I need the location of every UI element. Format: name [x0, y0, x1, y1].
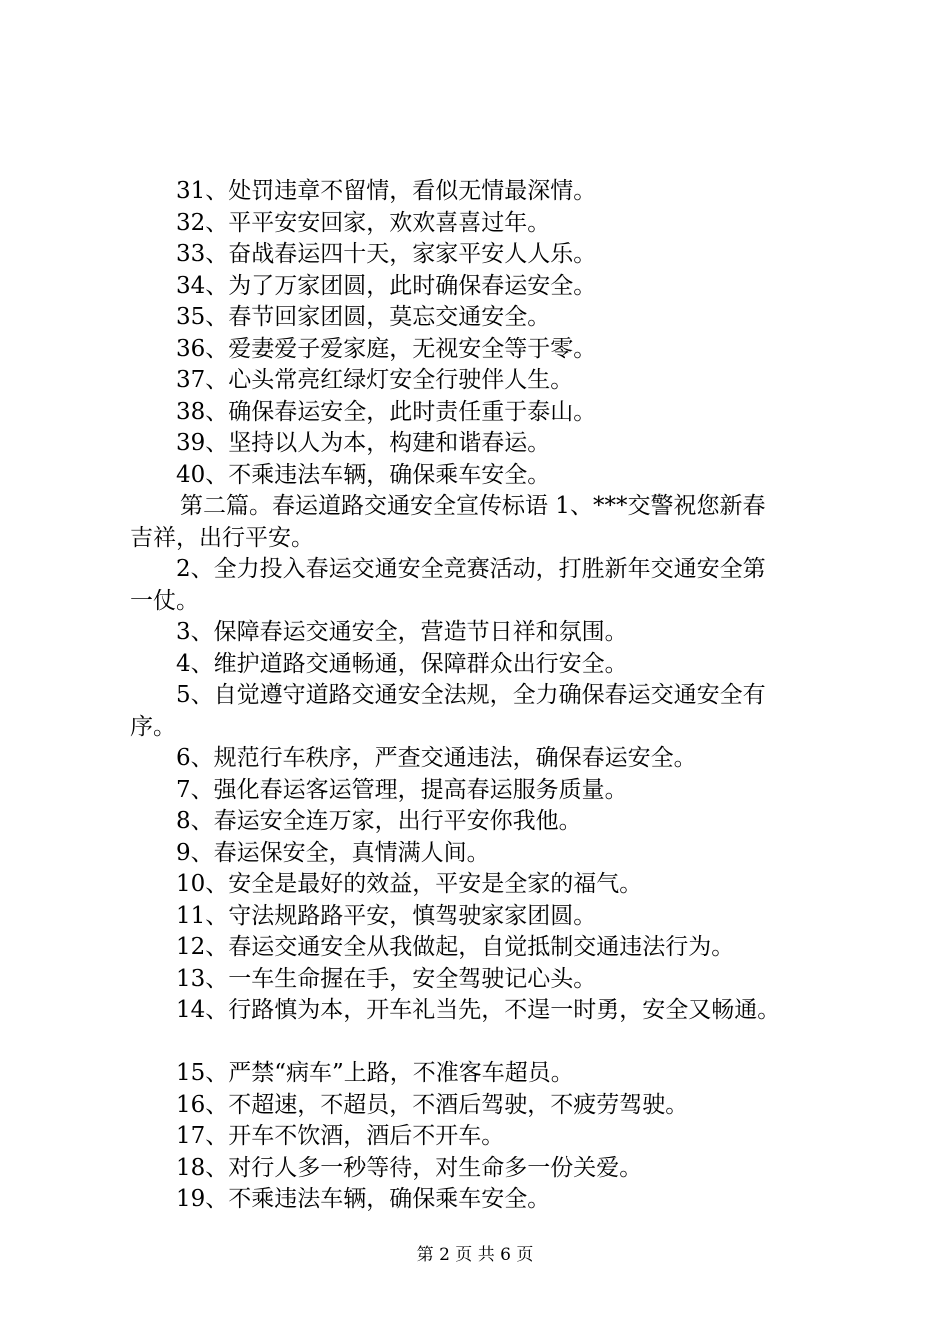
slogan-line: 31、处罚违章不留情，看似无情最深情。: [176, 178, 597, 204]
slogan-line: 16、不超速，不超员，不酒后驾驶，不疲劳驾驶。: [176, 1091, 689, 1118]
section-heading: 第二篇。春运道路交通安全宣传标语 1、***交警祝您新春: [180, 493, 766, 519]
slogan-line: 37、心头常亮红绿灯安全行驶伴人生。: [176, 367, 574, 393]
slogan-line: 2、全力投入春运交通安全竞赛活动，打胜新年交通安全第: [176, 556, 766, 582]
page-number-footer: 第 2 页 共 6 页: [416, 1245, 534, 1265]
slogan-line: 35、春节回家团圆，莫忘交通安全。: [176, 304, 551, 330]
slogan-line: 19、不乘违法车辆，确保乘车安全。: [176, 1186, 551, 1212]
slogan-line: 4、维护道路交通畅通，保障群众出行安全。: [176, 650, 628, 677]
slogan-line: 32、平平安安回家，欢欢喜喜过年。: [176, 209, 551, 236]
slogan-line: 14、行路慎为本，开车礼当先，不逞一时勇，安全又畅通。: [176, 997, 781, 1023]
slogan-line: 33、奋战春运四十天，家家平安人人乐。: [176, 241, 597, 267]
slogan-line-continued: 序。: [130, 713, 176, 740]
slogan-line: 10、安全是最好的效益，平安是全家的福气。: [176, 871, 643, 897]
blank-line: [130, 1027, 830, 1059]
slogan-line: 38、确保春运安全，此时责任重于泰山。: [176, 398, 597, 425]
slogan-line: 36、爱妻爱子爱家庭，无视安全等于零。: [176, 335, 597, 362]
slogan-line: 5、自觉遵守道路交通安全法规，全力确保春运交通安全有: [176, 682, 766, 708]
slogan-line: 12、春运交通安全从我做起，自觉抵制交通违法行为。: [176, 934, 735, 960]
slogan-line: 8、春运安全连万家，出行平安你我他。: [176, 808, 582, 834]
slogan-line: 11、守法规路路平安，慎驾驶家家团圆。: [176, 902, 597, 929]
slogan-line: 34、为了万家团圆，此时确保春运安全。: [176, 272, 597, 299]
section-heading-continued: 吉祥，出行平安。: [130, 524, 314, 551]
slogan-line: 3、保障春运交通安全，营造节日祥和氛围。: [176, 619, 628, 645]
slogan-line-continued: 一仗。: [130, 587, 199, 614]
slogan-line: 6、规范行车秩序，严查交通违法，确保春运安全。: [176, 745, 697, 771]
slogan-line: 18、对行人多一秒等待，对生命多一份关爱。: [176, 1154, 643, 1181]
slogan-line: 17、开车不饮酒，酒后不开车。: [176, 1123, 505, 1149]
slogan-line: 13、一车生命握在手，安全驾驶记心头。: [176, 965, 597, 992]
slogan-line: 40、不乘违法车辆，确保乘车安全。: [176, 461, 551, 488]
slogan-line: 15、严禁“病车”上路，不准客车超员。: [176, 1060, 574, 1086]
slogan-line: 9、春运保安全，真情满人间。: [176, 839, 490, 866]
slogan-line: 39、坚持以人为本，构建和谐春运。: [176, 430, 551, 456]
slogan-line: 7、强化春运客运管理，提高春运服务质量。: [176, 776, 628, 803]
document-body: [130, 176, 830, 1216]
